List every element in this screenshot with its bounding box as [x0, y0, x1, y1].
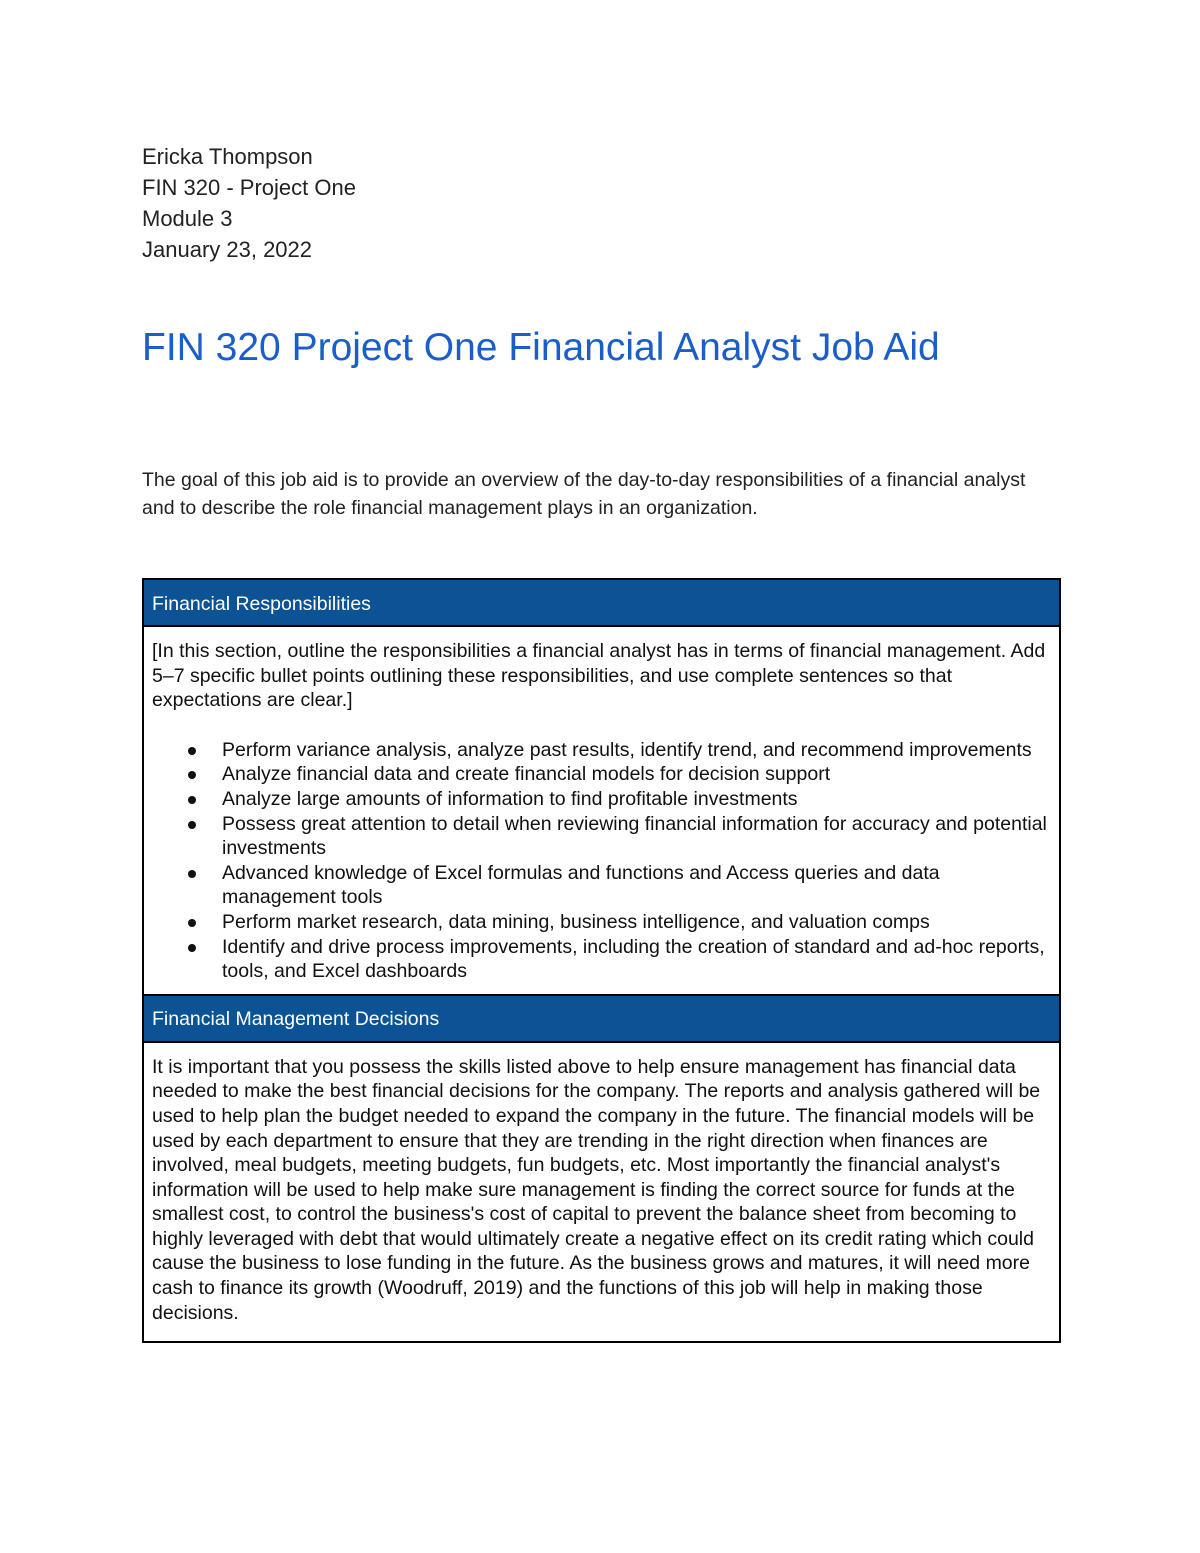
bullet-icon	[188, 771, 196, 779]
list-item-text: Advanced knowledge of Excel formulas and functions and Access queries and data management tools	[222, 861, 940, 909]
responsibilities-header-cell	[143, 579, 1060, 626]
list-item-text: Identify and drive process improvements, including the creation of standard and ad-hoc reports, tools, and Excel dashboards	[222, 935, 1045, 983]
module-label: Module 3	[142, 206, 233, 231]
list-item	[152, 812, 1051, 861]
list-item	[152, 762, 1051, 787]
decisions-header-row	[143, 995, 1060, 1042]
bullet-icon	[188, 944, 196, 952]
list-item	[152, 910, 1051, 935]
list-item	[152, 935, 1051, 984]
author-name: Ericka Thompson	[142, 144, 313, 169]
bullet-icon	[188, 796, 196, 804]
decisions-heading: Financial Management Decisions	[152, 1008, 440, 1031]
list-item-text: Possess great attention to detail when reviewing financial information for accuracy and potential investments	[222, 812, 1047, 860]
list-item	[152, 861, 1051, 910]
document-header	[142, 141, 356, 265]
responsibilities-header-row	[143, 579, 1060, 626]
responsibilities-body-row	[143, 626, 1060, 995]
list-item	[152, 787, 1051, 812]
course-name: FIN 320 - Project One	[142, 175, 356, 200]
decisions-body-cell	[143, 1042, 1060, 1343]
responsibilities-body-cell	[143, 626, 1060, 995]
bullet-icon	[188, 821, 196, 829]
job-aid-table	[142, 578, 1061, 1343]
document-title: FIN 320 Project One Financial Analyst Job Aid	[142, 326, 940, 369]
list-item-text: Perform variance analysis, analyze past results, identify trend, and recommend improvements	[222, 738, 1032, 761]
list-item-text: Analyze financial data and create financial models for decision support	[222, 763, 831, 786]
intro-paragraph: The goal of this job aid is to provide an overview of the day-to-day responsibilities of a financial analyst and to describe the role financial management plays in an organization.	[142, 469, 1026, 519]
bullet-icon	[188, 870, 196, 878]
decisions-header-cell	[143, 995, 1060, 1042]
list-item-text: Analyze large amounts of information to find profitable investments	[222, 787, 798, 810]
responsibilities-list	[152, 738, 1051, 984]
decisions-paragraph: It is important that you possess the skills listed above to help ensure management has financial data needed to make the best financial decisions for the company. The reports and analysis gathered will be used to help plan the budget needed to expand the company in the future. The financial models will be used by each department to ensure that they are trending in the right direction when finances are involved, meal budgets, meeting budgets, fun budgets, etc. Most importantly the financial analyst's information will be used to help make sure management is finding the correct source for funds at the smallest cost, to control the business's cost of capital to prevent the balance sheet from becoming to highly leveraged with debt that would ultimately create a negative effect on its credit rating which could cause the business to lose funding in the future. As the business grows and matures, it will need more cash to finance its growth (Woodruff, 2019) and the functions of this job will help in making those decisions.	[152, 1055, 1041, 1324]
bullet-icon	[188, 919, 196, 927]
list-item-text: Perform market research, data mining, business intelligence, and valuation comps	[222, 910, 930, 933]
responsibilities-instructions: [In this section, outline the responsibilities a financial analyst has in terms of financial management. Add 5–7 specific bullet points outlining these responsibilities, and use complete sentences so that expectations are clear.]	[152, 640, 1046, 712]
bullet-icon	[188, 747, 196, 755]
document-date: January 23, 2022	[142, 237, 313, 262]
responsibilities-heading: Financial Responsibilities	[152, 592, 371, 615]
decisions-body-row	[143, 1042, 1060, 1343]
list-item	[152, 738, 1051, 763]
